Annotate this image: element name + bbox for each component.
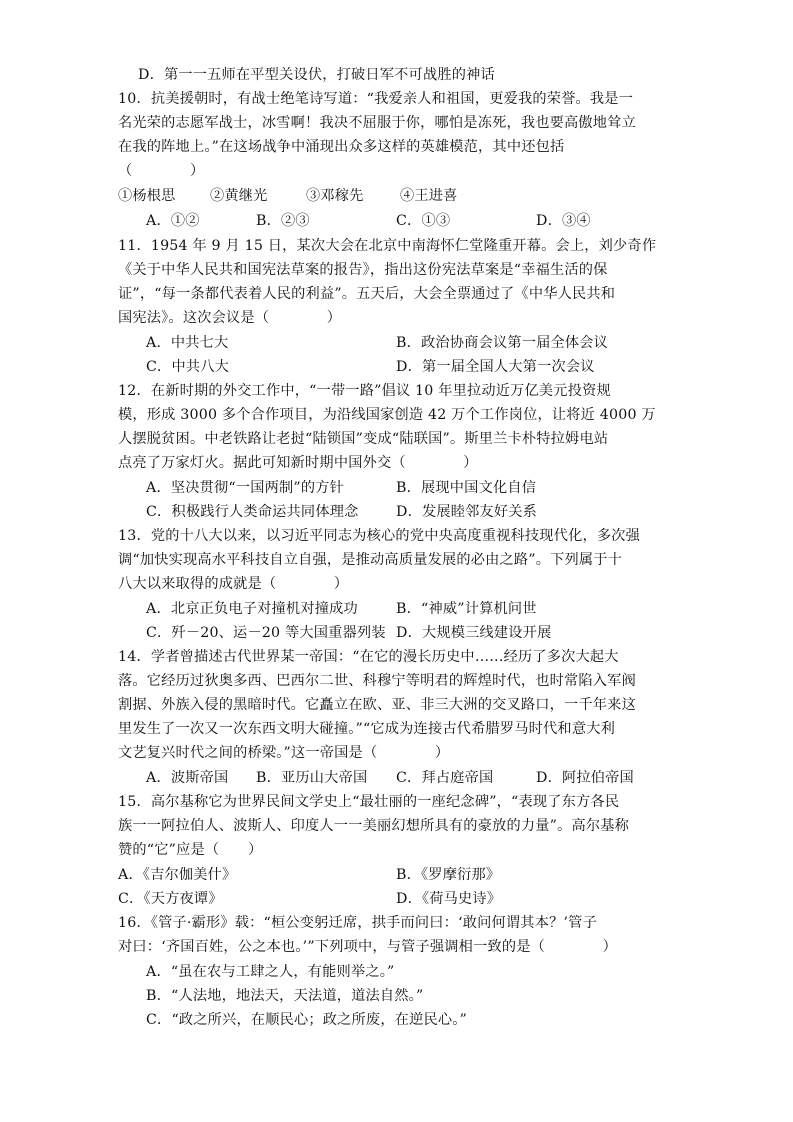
q11-option-b: B．政治协商会议第一届全体会议 — [396, 335, 609, 351]
q15-option-a: A．《吉尔伽美什》 — [118, 867, 237, 883]
q13-option-b: B．“神威”计算机问世 — [396, 601, 537, 617]
q13-stem-line-1: 13．党的十八大以来，以习近平同志为核心的党中央高度重视科技现代化，多次强 — [118, 528, 641, 544]
q15-stem-line-2: 族一一阿拉伯人、波斯人、印度人一一美丽幻想所具有的豪放的力量”。高尔基称 — [118, 818, 630, 834]
q12-option-d: D．发展睦邻友好关系 — [396, 504, 538, 520]
q15-stem-line-1: 15．高尔基称它为世界民间文学史上“最壮丽的一座纪念碑”，“表现了东方各民 — [118, 794, 620, 810]
q15-stem-line-3: 赞的“它”应是（ ） — [118, 842, 263, 858]
q10-item: ②黄继光 — [210, 188, 268, 204]
q14-option-d: D．阿拉伯帝国 — [536, 770, 634, 786]
q16-option-a: A．“虽在农与工肆之人，有能则举之。” — [146, 964, 395, 980]
q11-option-a: A．中共七大 — [146, 335, 229, 351]
q11-stem-line-2: 《关于中华人民共和国宪法草案的报告》，指出这份宪法草案是“幸福生活的保 — [118, 262, 608, 278]
q14-option-c: C．拜占庭帝国 — [396, 770, 494, 786]
q10-stem-line-2: 名光荣的志愿军战士，冰雪啊！我决不屈服于你，哪怕是冻死，我也要高傲地耸立 — [118, 115, 636, 131]
q11-option-c: C．中共八大 — [146, 359, 229, 375]
q14-stem-line-2: 落。它经历过狄奥多西、巴西尔二世、科穆宁等明君的辉煌时代，也时常陷入军阀 — [118, 673, 636, 689]
q13-stem-line-2: 调“加快实现高水平科技自立自强，是推动高质量发展的必由之路”。下列属于十 — [118, 552, 623, 568]
q14-stem-line-5: 文艺复兴时代之间的桥梁。”这一帝国是（ ） — [118, 745, 450, 761]
q16-stem-line-2: 对曰：‘齐国百姓，公之本也。’”下列项中，与管子强调相一致的是（ ） — [118, 939, 617, 955]
q12-option-a: A．坚决贯彻“一国两制”的方针 — [146, 480, 345, 496]
q10-option-a: A．①② — [146, 213, 200, 229]
q12-stem-line-3: 人摆脱贫困。中老铁路让老挝“陆锁国”变成“陆联国”。斯里兰卡朴特拉姆电站 — [118, 431, 609, 447]
q11-option-d: D．第一届全国人大第一次会议 — [396, 359, 595, 375]
q9-option-d: D．第一一五师在平型关设伏，打破日军不可战胜的神话 — [138, 67, 495, 83]
q13-option-d: D．大规模三线建设开展 — [396, 625, 552, 641]
q12-stem-line-2: 模，形成 3000 多个合作项目，为沿线国家创造 42 万个工作岗位，让将近 4000 万 — [118, 407, 656, 423]
q14-stem-line-3: 割据、外族入侵的黑暗时代。它矗立在欧、亚、非三大洲的交叉路口，一千年来这 — [118, 697, 636, 713]
q10-item: ①杨根思 — [118, 188, 176, 204]
q14-stem-line-4: 里发生了一次又一次东西文明大碰撞。”“它成为连接古代希腊罗马时代和意大利 — [118, 721, 615, 737]
q14-option-b: B．亚历山大帝国 — [256, 770, 368, 786]
q10-item: ③邓稼先 — [306, 188, 364, 204]
q10-item: ④王进喜 — [400, 188, 458, 204]
q16-stem-line-1: 16．《管子·霸形》载：“桓公变躬迁席，拱手而问曰：‘敢问何谓其本？’管子 — [118, 915, 597, 931]
q14-stem-line-1: 14．学者曾描述古代世界某一帝国：“在它的漫长历史中……经历了多次大起大 — [118, 649, 619, 665]
q13-option-c: C．歼－20、运－20 等大国重器列装 — [146, 625, 386, 641]
q12-stem-line-1: 12．在新时期的外交工作中，“一带一路”倡议 10 年里拉动近万亿美元投资规 — [118, 383, 611, 399]
q15-option-c: C．《天方夜谭》 — [118, 891, 223, 907]
q10-stem-line-3: 在我的阵地上。”在这场战争中涌现出众多这样的英雄模范，其中还包括 — [118, 139, 565, 155]
q10-stem-line-1: 10．抗美援朝时，有战士绝笔诗写道：“我爱亲人和祖国，更爱我的荣誉。我是一 — [118, 91, 634, 107]
q11-stem-line-3: 证”，“每一条都代表着人民的利益”。五天后，大会全票通过了《中华人民共和 — [118, 286, 616, 302]
q10-option-b: B．②③ — [256, 213, 310, 229]
q15-option-d: D．《荷马史诗》 — [396, 891, 502, 907]
q10-option-d: D．③④ — [536, 213, 591, 229]
q16-option-b: B．“人法地，地法天，天法道，道法自然。” — [146, 988, 424, 1004]
q11-stem-line-4: 国宪法》。这次会议是（ ） — [118, 310, 342, 326]
q10-option-c: C．①③ — [396, 213, 451, 229]
q11-stem-line-1: 11．1954 年 9 月 15 日，某次大会在北京中南海怀仁堂隆重开幕。会上，刘少奇作 — [118, 238, 657, 254]
q13-option-a: A．北京正负电子对撞机对撞成功 — [146, 601, 358, 617]
q12-stem-line-4: 点亮了万家灯火。据此可知新时期中国外交（ ） — [118, 455, 478, 471]
q14-option-a: A．波斯帝国 — [146, 770, 229, 786]
q13-stem-line-3: 八大以来取得的成就是（ ） — [118, 576, 349, 592]
q12-option-b: B．展现中国文化自信 — [396, 480, 537, 496]
q12-option-c: C．积极践行人类命运共同体理念 — [146, 504, 359, 520]
q15-option-b: B．《罗摩衍那》 — [396, 867, 501, 883]
q10-answer-blank: （ ） — [118, 163, 205, 179]
q16-option-c: C．“政之所兴，在顺民心；政之所废，在逆民心。” — [146, 1012, 468, 1028]
